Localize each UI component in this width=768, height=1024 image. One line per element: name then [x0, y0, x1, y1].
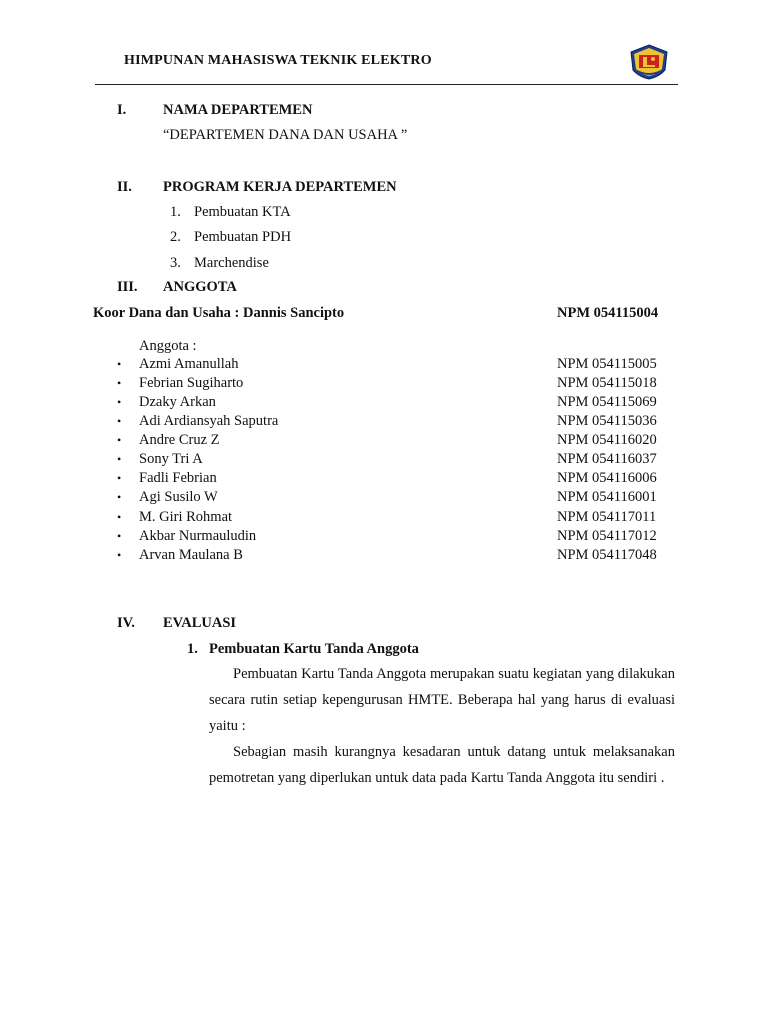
- bullet-icon: •: [117, 433, 122, 447]
- bullet-icon: •: [117, 452, 122, 466]
- member-npm: NPM 054116006: [557, 470, 657, 486]
- evaluation-paragraph-2: Sebagian masih kurangnya kesadaran untuk datang untuk melaksanakan pemotretan yang diperlukan untuk data pada Kartu Tanda Anggota itu sendiri .: [209, 744, 675, 786]
- member-name: Azmi Amanullah: [139, 356, 239, 372]
- department-name: “DEPARTEMEN DANA DAN USAHA ”: [163, 127, 408, 143]
- member-npm: NPM 054116001: [557, 489, 657, 505]
- members-label: Anggota :: [139, 338, 197, 354]
- section-3-numeral: III.: [117, 279, 138, 295]
- member-name: Akbar Nurmauludin: [139, 528, 257, 544]
- member-name: Agi Susilo W: [139, 489, 218, 505]
- program-item: Pembuatan KTA: [194, 204, 291, 220]
- coordinator-npm: NPM 054115004: [557, 305, 659, 321]
- header-title: HIMPUNAN MAHASISWA TEKNIK ELEKTRO: [124, 53, 432, 68]
- bullet-icon: •: [117, 395, 122, 409]
- program-item: Marchendise: [194, 255, 269, 271]
- member-npm: NPM 054117048: [557, 547, 657, 563]
- member-npm: NPM 054115005: [557, 356, 657, 372]
- bullet-icon: •: [117, 357, 122, 371]
- program-item: Pembuatan PDH: [194, 229, 292, 245]
- section-4-title: EVALUASI: [163, 615, 237, 631]
- section-2-title: PROGRAM KERJA DEPARTEMEN: [163, 179, 397, 195]
- bullet-icon: •: [117, 376, 122, 390]
- header-divider: [95, 84, 678, 85]
- bullet-icon: •: [117, 510, 122, 524]
- evaluation-paragraph-1: Pembuatan Kartu Tanda Anggota merupakan suatu kegiatan yang dilakukan secara rutin setiap kepengurusan HMTE. Beberapa hal yang harus di evaluasi yaitu :: [209, 666, 675, 734]
- program-item-number: 3.: [170, 255, 181, 271]
- member-npm: NPM 054116037: [557, 451, 657, 467]
- member-name: Febrian Sugiharto: [139, 375, 244, 391]
- member-npm: NPM 054115069: [557, 394, 657, 410]
- section-1-numeral: I.: [117, 102, 127, 118]
- member-name: Arvan Maulana B: [139, 547, 243, 563]
- section-2-numeral: II.: [117, 179, 132, 195]
- section-4-numeral: IV.: [117, 615, 135, 631]
- member-npm: NPM 054117011: [557, 509, 657, 525]
- bullet-icon: •: [117, 471, 122, 485]
- evaluation-subsection-number: 1.: [187, 641, 198, 657]
- bullet-icon: •: [117, 529, 122, 543]
- member-name: Andre Cruz Z: [139, 432, 220, 448]
- bullet-icon: •: [117, 414, 122, 428]
- member-name: M. Giri Rohmat: [139, 509, 233, 525]
- program-item-number: 2.: [170, 229, 181, 245]
- coordinator-label: Koor Dana dan Usaha : Dannis Sancipto: [93, 305, 345, 321]
- member-npm: NPM 054115036: [557, 413, 657, 429]
- section-3-title: ANGGOTA: [163, 279, 237, 295]
- evaluation-text: [209, 661, 675, 791]
- bullet-icon: •: [117, 490, 122, 504]
- section-1-title: NAMA DEPARTEMEN: [163, 102, 313, 118]
- university-logo-icon: [629, 44, 669, 80]
- member-name: Fadli Febrian: [139, 470, 217, 486]
- bullet-icon: •: [117, 548, 122, 562]
- program-item-number: 1.: [170, 204, 181, 220]
- member-npm: NPM 054117012: [557, 528, 657, 544]
- evaluation-subsection-title: Pembuatan Kartu Tanda Anggota: [209, 641, 419, 657]
- member-npm: NPM 054115018: [557, 375, 657, 391]
- member-name: Dzaky Arkan: [139, 394, 216, 410]
- member-name: Adi Ardiansyah Saputra: [139, 413, 279, 429]
- member-npm: NPM 054116020: [557, 432, 657, 448]
- member-name: Sony Tri A: [139, 451, 203, 467]
